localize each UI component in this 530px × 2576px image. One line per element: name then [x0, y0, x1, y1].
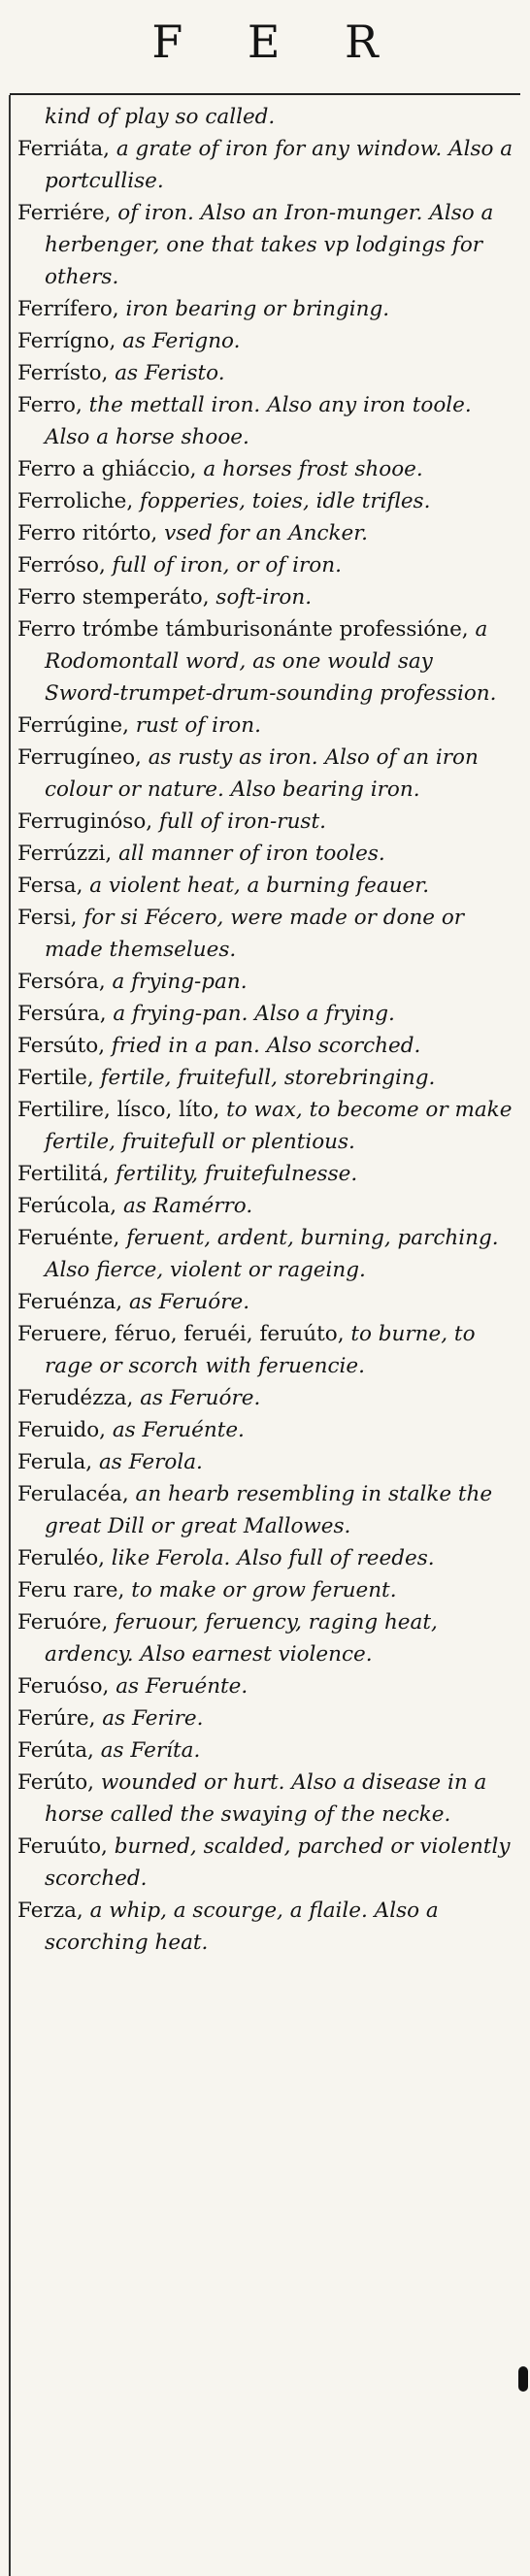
entry-headword: Ferrísto,: [17, 361, 109, 385]
dictionary-entry: [17, 1670, 514, 1702]
entry-definition: full of iron, or of iron.: [105, 553, 342, 578]
entry-headword: Ferriáta,: [17, 137, 111, 161]
dictionary-entry: [17, 1222, 514, 1286]
page-header: [0, 0, 530, 101]
entry-definition: as Ferola.: [92, 1450, 203, 1474]
dictionary-entry: [17, 581, 514, 613]
entry-definition: all manner of iron tooles.: [112, 842, 385, 866]
entry-definition: vsed for an Ancker.: [157, 521, 368, 545]
entry-headword: Ferruginóso,: [17, 809, 153, 834]
entry-headword: Ferúta,: [17, 1738, 94, 1763]
entry-headword: Ferro ritórto,: [17, 521, 158, 545]
dictionary-entry: [17, 517, 514, 549]
dictionary-entry: [17, 197, 514, 293]
entry-definition: a grate of iron for any window. Also a portcullise.: [45, 137, 513, 193]
header-rule: [10, 93, 520, 95]
entry-headword: Fertile,: [17, 1066, 94, 1090]
entry-headword: Feruóso,: [17, 1674, 110, 1699]
dictionary-entry: [17, 1190, 514, 1222]
dictionary-entry: [17, 1895, 514, 1959]
dictionary-entry: [17, 389, 514, 453]
dictionary-entry: [17, 1158, 514, 1190]
entry-definition: an hearb resembling in stalke the great Dill or great Mallowes.: [45, 1482, 493, 1538]
entry-headword: Ferrúzzi,: [17, 842, 113, 866]
entry-headword: Fertilire, lísco, líto,: [17, 1098, 220, 1122]
entry-definition: soft-iron.: [209, 585, 313, 610]
entry-definition: a frying-pan.: [105, 970, 248, 994]
entry-definition: as Feruóre.: [122, 1290, 250, 1314]
entry-headword: Ferro stemperáto,: [17, 585, 210, 610]
entry-definition: as Feristo.: [108, 361, 225, 385]
entry-definition: iron bearing or bringing.: [118, 297, 390, 321]
dictionary-entry: [17, 1414, 514, 1446]
entry-definition: fertility, fruitefulnesse.: [109, 1162, 358, 1186]
entry-headword: Ferrígno,: [17, 329, 116, 353]
entry-definition: fried in a pan. Also scorched.: [105, 1034, 421, 1058]
left-margin-rule: [9, 95, 11, 2576]
entry-definition: as Feruénte.: [106, 1418, 245, 1442]
dictionary-entry: [17, 806, 514, 838]
entry-list: [17, 101, 514, 1959]
dictionary-entry: [17, 1382, 514, 1414]
entry-headword: Fersi,: [17, 906, 78, 930]
entry-headword: Ferudézza,: [17, 1386, 134, 1410]
entry-headword: Feruere, féruo, feruéi, feruúto,: [17, 1322, 345, 1346]
entry-definition: full of iron-rust.: [152, 809, 326, 834]
entry-headword: Fersa,: [17, 874, 83, 898]
dictionary-entry: [17, 357, 514, 389]
entry-headword: Feruúto,: [17, 1834, 108, 1859]
entry-definition: a horses frost shooe.: [196, 457, 423, 481]
dictionary-entry: [17, 1286, 514, 1318]
entry-definition: as Ferire.: [95, 1706, 204, 1731]
dictionary-entry: [17, 870, 514, 902]
entry-definition: as Ferigno.: [116, 329, 241, 353]
page-title: F E R: [151, 16, 404, 68]
entry-headword: Fertilitá,: [17, 1162, 110, 1186]
entry-headword: Fersóra,: [17, 970, 106, 994]
entry-definition: to make or grow feruent.: [124, 1578, 397, 1602]
entry-headword: Ferula,: [17, 1450, 93, 1474]
dictionary-entry: [17, 613, 514, 710]
entry-definition: wounded or hurt. Also a disease in a horse called the swaying of the necke.: [45, 1770, 487, 1827]
entry-headword: Ferza,: [17, 1899, 83, 1923]
dictionary-entry: [17, 710, 514, 742]
entry-definition: fertile, fruitefull, storebringing.: [93, 1066, 436, 1090]
entry-headword: Feruénza,: [17, 1290, 123, 1314]
entry-definition: as Feruóre.: [133, 1386, 261, 1410]
entry-headword: Feru rare,: [17, 1578, 125, 1602]
dictionary-entry: [17, 1606, 514, 1670]
dictionary-entry: [17, 742, 514, 806]
dictionary-entry: [17, 293, 514, 325]
entry-definition: of iron. Also an Iron-munger. Also a herbenger, one that takes vp lodgings for others.: [45, 201, 494, 289]
dictionary-entry: [17, 1574, 514, 1606]
entry-headword: Ferúcola,: [17, 1194, 117, 1218]
entry-definition: for si Fécero, were made or done or made themselues.: [45, 906, 465, 962]
entry-headword: Ferúre,: [17, 1706, 96, 1731]
dictionary-entry: [17, 838, 514, 870]
dictionary-entry: [17, 1542, 514, 1574]
dictionary-entry: [17, 101, 514, 133]
entry-definition: as Feríta.: [93, 1738, 201, 1763]
dictionary-entry: [17, 1767, 514, 1831]
dictionary-entry: [17, 1030, 514, 1062]
entry-headword: Feruléo,: [17, 1546, 105, 1570]
dictionary-entry: [17, 325, 514, 357]
entry-headword: Ferulacéa,: [17, 1482, 129, 1506]
entry-headword: Feruido,: [17, 1418, 107, 1442]
dictionary-entry: [17, 1062, 514, 1094]
entry-headword: Feruénte,: [17, 1226, 120, 1250]
dictionary-entry: [17, 966, 514, 998]
entry-definition: to burne, to rage or scorch with feruencie.: [45, 1322, 476, 1378]
entry-headword: Ferrúgine,: [17, 713, 129, 738]
entry-definition: burned, scalded, parched or violently scorched.: [45, 1834, 511, 1891]
entry-definition: like Ferola. Also full of reedes.: [104, 1546, 435, 1570]
entry-definition: feruour, feruency, raging heat, ardency. Also earnest violence.: [45, 1610, 438, 1667]
entry-headword: Feruóre,: [17, 1610, 109, 1635]
dictionary-entry: [17, 1318, 514, 1382]
entry-headword: Ferro trómbe támburisonánte professióne,: [17, 617, 469, 642]
entry-headword: Ferúto,: [17, 1770, 95, 1795]
dictionary-entry: [17, 133, 514, 197]
entry-definition: as rusty as iron. Also of an iron colour or nature. Also bearing iron.: [45, 745, 479, 802]
entry-definition: a Rodomontall word, as one would say Sword-trumpet-drum-sounding profession.: [45, 617, 497, 706]
entry-headword: Ferriére,: [17, 201, 112, 225]
ink-blot-mark: [518, 2366, 528, 2392]
entry-definition: fopperies, toies, idle trifles.: [133, 489, 431, 513]
entry-headword: Ferroliche,: [17, 489, 134, 513]
entry-headword: Ferrugíneo,: [17, 745, 142, 770]
entry-headword: Fersúto,: [17, 1034, 106, 1058]
entry-definition: a frying-pan. Also a frying.: [106, 1002, 395, 1026]
dictionary-entry: [17, 1446, 514, 1478]
dictionary-entry: [17, 998, 514, 1030]
entry-definition: kind of play so called.: [45, 105, 276, 129]
dictionary-entry: [17, 1702, 514, 1734]
entry-headword: Ferro a ghiáccio,: [17, 457, 197, 481]
entry-definition: rust of iron.: [128, 713, 261, 738]
entry-definition: the mettall iron. Also any iron toole. Also a horse shooe.: [45, 393, 472, 449]
dictionary-entry: [17, 453, 514, 485]
dictionary-entry: [17, 1734, 514, 1767]
entry-definition: feruent, ardent, burning, parching. Also fierce, violent or rageing.: [45, 1226, 499, 1282]
entry-headword: Fersúra,: [17, 1002, 107, 1026]
entry-definition: a violent heat, a burning feauer.: [83, 874, 430, 898]
dictionary-entry: [17, 485, 514, 517]
dictionary-entry: [17, 1831, 514, 1895]
dictionary-entry: [17, 549, 514, 581]
entry-definition: a whip, a scourge, a flaile. Also a scorching heat.: [45, 1899, 439, 1955]
entry-definition: to wax, to become or make fertile, fruitefull or plentious.: [45, 1098, 513, 1154]
entry-definition: as Ramérro.: [116, 1194, 253, 1218]
entry-headword: Ferrífero,: [17, 297, 119, 321]
entry-definition: as Feruénte.: [109, 1674, 248, 1699]
dictionary-entry: [17, 902, 514, 966]
entry-headword: Ferro,: [17, 393, 83, 417]
dictionary-entry: [17, 1478, 514, 1542]
entry-headword: Ferróso,: [17, 553, 106, 578]
dictionary-entry: [17, 1094, 514, 1158]
